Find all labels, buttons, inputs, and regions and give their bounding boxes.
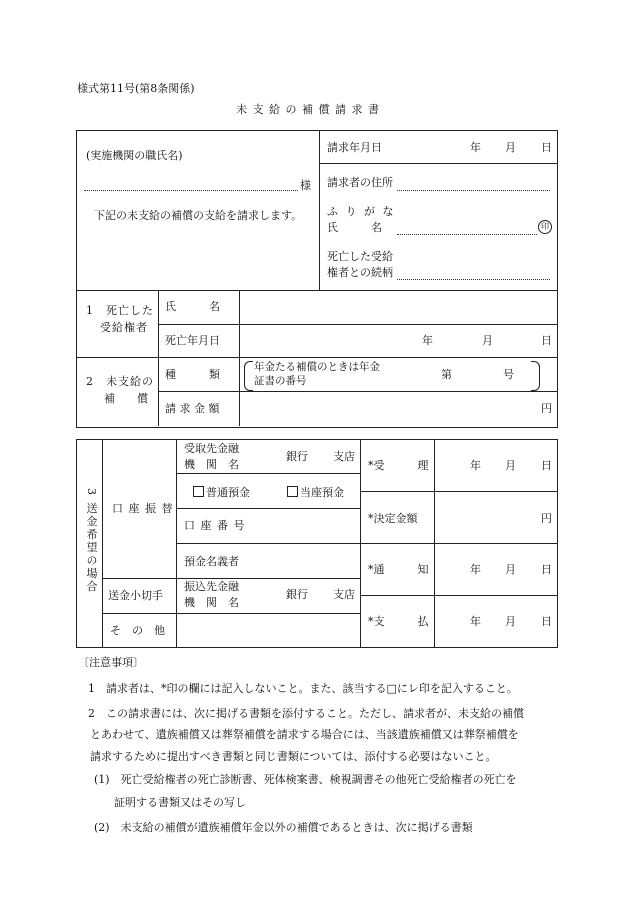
- note-1: 1 請求者は、*印の欄には記入しないこと。また、該当する□にレ印を記入すること。: [88, 682, 518, 695]
- section2-label-2: 補 償: [104, 392, 148, 405]
- check-label: 送金小切手: [108, 589, 163, 602]
- section1-label-2: 受給権者: [100, 321, 148, 334]
- yen-label: 円: [541, 402, 552, 415]
- section2-label-1: 2 未支給の: [86, 375, 154, 388]
- dai-label: 第: [441, 368, 452, 381]
- day-label: 日: [541, 141, 552, 154]
- address-label: 請求者の住所: [327, 176, 393, 189]
- remit-label-1: 振込先金融: [184, 580, 239, 593]
- toza-checkbox[interactable]: 当座預金: [287, 486, 344, 498]
- bracket-left: [244, 361, 253, 391]
- tsuchi-label: *通 知: [368, 563, 429, 576]
- juri-month: 月: [505, 459, 516, 472]
- deceased-name-label: 氏 名: [165, 300, 220, 313]
- section3-label: 3 送金希望の場合: [85, 488, 98, 594]
- death-date-label: 死亡年月日: [165, 334, 220, 347]
- amount-label: 請 求 金 額: [165, 402, 220, 415]
- account-transfer-label: 口 座 振 替: [112, 502, 174, 515]
- juri-year: 年: [470, 459, 481, 472]
- bracket-right: [531, 361, 540, 391]
- death-day-label: 日: [541, 334, 552, 347]
- futsu-checkbox[interactable]: 普通預金: [193, 486, 250, 498]
- sama-label: 様: [300, 179, 311, 192]
- section1-label-1: 1 死亡した: [86, 304, 154, 317]
- account-holder-label: 預金名義者: [184, 555, 239, 568]
- note-4: (2) 未支給の補償が遺族補償年金以外の補償であるときは、次に掲げる書類: [94, 821, 473, 834]
- note-2-line-3: 請求するために提出すべき書類と同じ書類については、添付する必要はないこと。: [90, 750, 497, 763]
- bank-label-2: 機 関 名: [184, 458, 239, 471]
- note-2-line-2: とあわせて、遺族補償又は葬祭補償を請求する場合には、当該遺族補償又は葬祭補償を: [90, 728, 519, 741]
- go-label: 号: [503, 368, 514, 381]
- name-field[interactable]: [397, 234, 537, 235]
- request-text: 下記の未支給の補償の支給を請求します。: [94, 209, 303, 222]
- relation-field[interactable]: [397, 279, 550, 280]
- year-label: 年: [470, 141, 481, 154]
- tsuchi-year: 年: [470, 563, 481, 576]
- juri-label: *受 理: [368, 459, 429, 472]
- tsuchi-month: 月: [505, 563, 516, 576]
- other-label: そ の 他: [110, 624, 165, 637]
- shiten-label: 支店: [333, 450, 355, 463]
- month-label: 月: [505, 141, 516, 154]
- relation-label-2: 権者との続柄: [327, 266, 393, 279]
- kind-label: 種 類: [165, 368, 220, 381]
- relation-label-1: 死亡した受給: [327, 250, 393, 263]
- kettei-label: *決定金額: [368, 512, 418, 525]
- tsuchi-day: 日: [541, 563, 552, 576]
- account-no-label: 口 座 番 号: [184, 519, 246, 532]
- form-title: 未 支 給 の 補 償 請 求 書: [236, 103, 380, 116]
- shiharai-day: 日: [541, 615, 552, 628]
- kettei-yen: 円: [541, 512, 552, 525]
- pension-note-2: 証書の番号: [254, 375, 307, 387]
- deceased-name-field[interactable]: [240, 291, 557, 324]
- shiharai-year: 年: [470, 615, 481, 628]
- note-2-line-1: 2 この請求書には、次に掲げる書類を添付すること。ただし、請求者が、未支給の補償: [88, 707, 524, 720]
- note-3-line-1: (1) 死亡受給権者の死亡診断書、死体検案書、検視調書その他死亡受給権者の死亡を: [94, 773, 517, 786]
- death-year-label: 年: [422, 334, 433, 347]
- notes-heading: 〔注意事項〕: [78, 656, 144, 669]
- seal-icon: 印: [538, 219, 552, 234]
- agency-label: (実施機関の職氏名): [86, 149, 183, 162]
- name-label: 氏 名: [327, 221, 382, 234]
- furigana-label: ふ り が な: [327, 205, 396, 218]
- bank-label-1: 受取先金融: [184, 442, 239, 455]
- shiharai-label: *支 払: [368, 615, 429, 628]
- shiharai-month: 月: [505, 615, 516, 628]
- note-3-line-2: 証明する書類又はその写し: [114, 796, 246, 809]
- pension-note-1: 年金たる補償のときは年金: [254, 361, 380, 373]
- ginko-label: 銀行: [286, 450, 308, 463]
- form-number: 様式第11号(第8条関係): [77, 82, 195, 95]
- remit-shiten-label: 支店: [333, 588, 355, 601]
- address-field[interactable]: [397, 190, 550, 191]
- remit-ginko-label: 銀行: [286, 588, 308, 601]
- agency-field[interactable]: [84, 190, 298, 191]
- remit-label-2: 機 関 名: [184, 596, 239, 609]
- juri-day: 日: [541, 459, 552, 472]
- death-month-label: 月: [482, 334, 493, 347]
- request-date-label: 請求年月日: [327, 141, 382, 154]
